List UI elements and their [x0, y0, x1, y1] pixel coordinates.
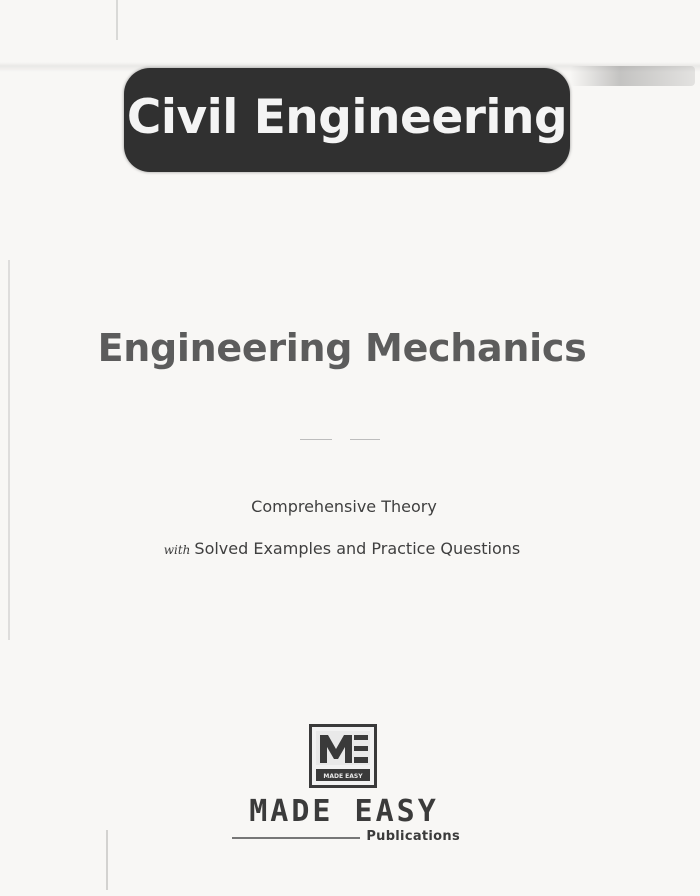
subtitle-line-2: [0, 539, 700, 558]
book-title: [0, 326, 700, 370]
publisher-brand: MADE EASY: [249, 794, 439, 829]
scan-artifact-top-tick: [116, 0, 118, 40]
title-divider-right: [350, 439, 380, 440]
publisher-division: [232, 829, 460, 844]
subtitle-line-1-text: Comprehensive Theory: [251, 497, 437, 516]
publisher-rule: [232, 837, 360, 839]
subtitle-line-2-text: Solved Examples and Practice Questions: [194, 539, 521, 558]
subtitle-line-1: [0, 497, 700, 516]
logo-caption: MADE EASY: [323, 773, 363, 780]
scan-artifact-left-edge: [8, 260, 10, 640]
made-easy-logo-icon: [309, 724, 377, 788]
subject-banner-text: Civil Engineering: [126, 89, 568, 145]
book-title-text: Engineering Mechanics: [97, 326, 587, 370]
scan-artifact-smudge: [570, 66, 695, 86]
scan-artifact-bottom-edge: [106, 830, 108, 890]
title-divider-left: [300, 439, 332, 440]
publisher-division-text: Publications: [366, 829, 460, 844]
logo-graphic: [312, 727, 374, 785]
subtitle-with-word: with: [163, 543, 191, 557]
subject-banner: [124, 68, 570, 172]
